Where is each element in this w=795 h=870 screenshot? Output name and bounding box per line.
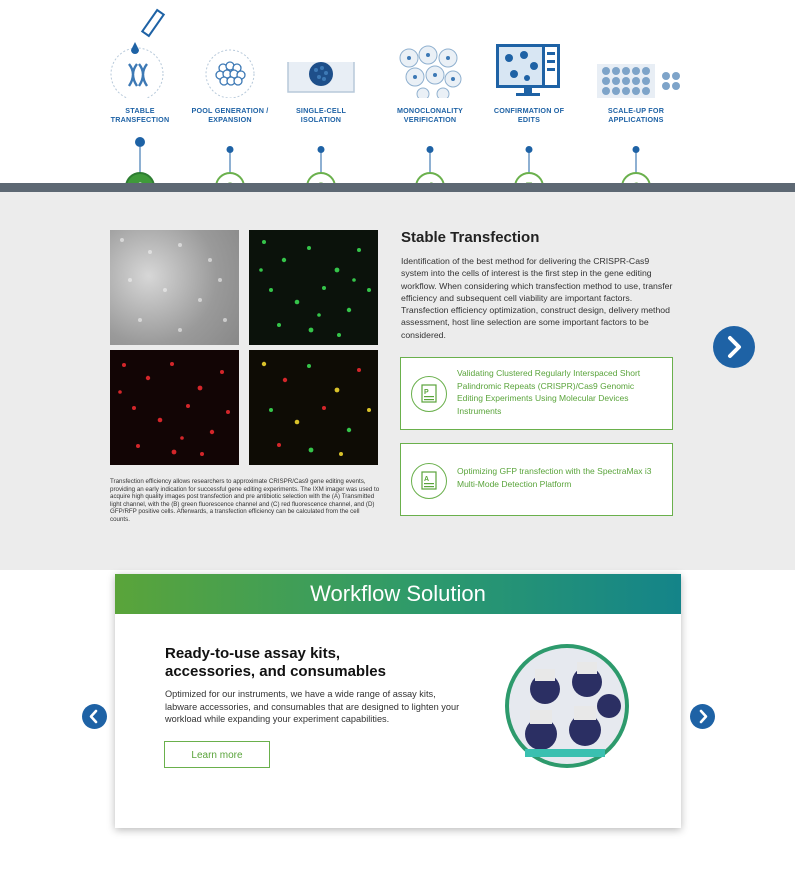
next-step-button[interactable] <box>713 326 755 368</box>
step-dot <box>318 146 325 153</box>
resource-card-poster[interactable] <box>400 357 673 430</box>
timeline-bar <box>0 183 795 192</box>
monitor-icon <box>494 8 564 98</box>
step-5[interactable] <box>469 0 589 200</box>
step-stem <box>230 152 231 173</box>
step-dot <box>227 146 234 153</box>
workflow-body: Optimized for our instruments, we have a wide range of assay kits, labware accessories, and consumables that are designed to lighten your workload while expanding your experiment capabilities. <box>165 689 460 724</box>
svg-text:A: A <box>424 476 430 483</box>
resource-link-text[interactable]: Optimizing GFP transfection with the SpectraMax i3 Multi-Mode Detection Platform <box>457 466 652 489</box>
step-dot <box>633 146 640 153</box>
workflow-steps-area <box>0 0 795 183</box>
image-red-fluorescence <box>110 350 239 465</box>
learn-more-button[interactable]: Learn more <box>164 741 270 768</box>
resource-card-app-note[interactable] <box>400 443 673 516</box>
image-caption: Transfection efficiency allows researchers to approximate CRISPR/Cas9 gene editing events, providing an early indication for successful gene editing experiments. The IXM imager was used to acquire high quality images post transfection and pre antibiotic selection with the (A) Transmitted light channel, with the (B) green fluorescence channel and (C) red fluorescence channel, and (D) GFP/RFP positive cells. Afterwards, a transfection efficiency can be calculated from the cell counts. <box>110 478 380 523</box>
step-dot <box>526 146 533 153</box>
step-label: CONFIRMATION OF EDITS <box>493 106 565 124</box>
step-stem <box>430 152 431 173</box>
step-3[interactable] <box>261 0 381 200</box>
step-6[interactable] <box>576 0 696 200</box>
image-merged-gfp-rfp <box>249 350 378 465</box>
single-cell-well-icon <box>286 8 356 98</box>
poster-icon <box>411 376 447 412</box>
pipette-chromosome-icon <box>105 8 175 98</box>
app-note-icon <box>411 463 447 499</box>
step-stem <box>140 147 141 173</box>
carousel-next-button[interactable] <box>690 704 715 729</box>
detail-title: Stable Transfection <box>401 229 540 246</box>
workflow-heading: Ready-to-use assay kits, accessories, and consumables <box>165 645 386 680</box>
resource-link-text[interactable]: Validating Clustered Regularly Interspaced Short Palindromic Repeats (CRISPR)/Cas9 Genomic Editing Experiments Using Molecular Devices Instruments <box>457 368 641 416</box>
step-label: SCALE-UP FOR APPLICATIONS <box>607 106 665 124</box>
step-label: SINGLE-CELL ISOLATION <box>295 106 347 124</box>
step-dot <box>135 137 145 147</box>
step-label: MONOCLONALITY VERIFICATION <box>396 106 464 124</box>
chevron-right-icon <box>713 326 755 368</box>
step-stem <box>636 152 637 173</box>
chevron-left-icon <box>82 704 107 729</box>
carousel-prev-button[interactable] <box>82 704 107 729</box>
step-dot <box>427 146 434 153</box>
step-label: STABLE TRANSFECTION <box>110 106 170 124</box>
step-label: POOL GENERATION / EXPANSION <box>191 106 269 124</box>
workflow-header: Workflow Solution <box>115 574 681 614</box>
image-transmitted-light <box>110 230 239 345</box>
colony-icon <box>395 8 465 98</box>
step-stem <box>321 152 322 173</box>
step-stem <box>529 152 530 173</box>
cell-pool-icon <box>195 8 265 98</box>
image-green-fluorescence <box>249 230 378 345</box>
plate-icon <box>591 8 681 98</box>
workflow-solution-card <box>115 574 681 828</box>
svg-text:P: P <box>424 389 429 396</box>
detail-description: Identification of the best method for delivering the CRISPR-Cas9 system into the cells of interest is the first step in the gene editing workflow. When considering which transfection method to use, transfer efficiency and subsequent cell viability are important factors. Transfection efficiency optimization, construct design, delivery method assessment, host line selection are some important factors to be considered. <box>401 256 673 340</box>
chevron-right-icon <box>690 704 715 729</box>
consumables-photo <box>505 644 629 768</box>
